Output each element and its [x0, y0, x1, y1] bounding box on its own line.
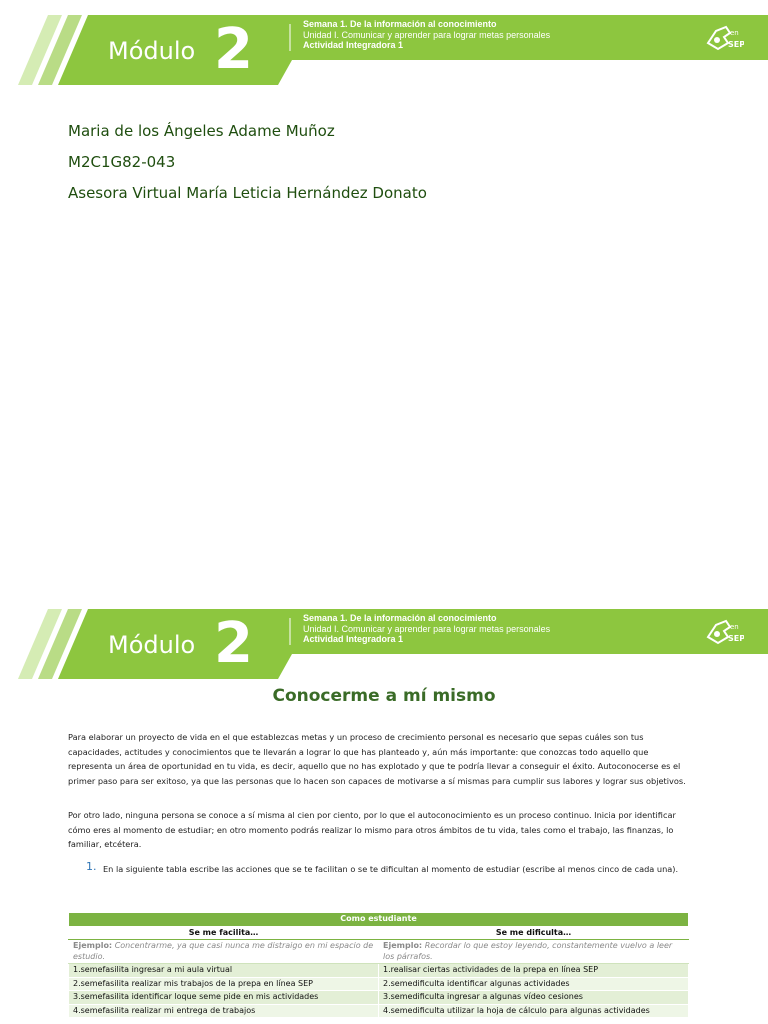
module-number: 2 [214, 17, 253, 82]
banner-info [303, 613, 550, 645]
svg-text:en: en [730, 623, 739, 631]
banner-info [303, 19, 550, 51]
instruction-text: En la siguiente tabla escribe las acciones que se te facilitan o se te dificultan al momento de estudiar (escribe al menos cinco de cada una). [103, 864, 679, 874]
prepa-en-linea-sep-logo-icon [706, 23, 744, 55]
intro-paragraph: Para elaborar un proyecto de vida en el que establezcas metas y un proceso de crecimiento personal es necesario que sepas cuáles son tus capacidades, actitudes y conocimientos que te llevarán a lograr lo que has planteado y, aún más importante: que conozcas todo aquello que representa un área de oportunidad en tu vida, es decir, aquello que no has explotado y que te podría llevar a conseguir el éxito. Autoconocerse es el primer paso para ser exitoso, ya que las personas que lo hacen son capaces de motivarse a sí mismas para cumplir sus labores y lograr sus objetivos. [68, 732, 686, 786]
module-banner [0, 15, 768, 85]
table-row [69, 1004, 689, 1018]
prepa-en-linea-sep-logo-icon [706, 617, 744, 649]
hard-cell[interactable]: 3.semedificulta ingresar a algunas vídeo cesiones [379, 991, 689, 1005]
example-easy-text: Concentrarme, ya que casi nunca me distraigo en mi espacio de estudio. [73, 941, 374, 961]
banner-week: Semana 1. De la información al conocimiento [303, 613, 497, 623]
table-title-row [69, 913, 689, 927]
banner-activity: Actividad Integradora 1 [303, 634, 404, 644]
example-hard-cell [379, 940, 689, 964]
hard-cell[interactable]: 4.semedificulta utilizar la hoja de cálculo para algunas actividades [379, 1004, 689, 1018]
example-hard-text: Recordar lo que estoy leyendo, constantemente vuelvo a leer los párrafos. [383, 941, 673, 961]
table-row [69, 991, 689, 1005]
instruction-number: 1. [86, 860, 97, 873]
svg-text:en: en [730, 29, 739, 37]
module-label: Módulo [108, 631, 196, 659]
student-info [68, 116, 427, 209]
example-row [69, 940, 689, 964]
student-group: M2C1G82-043 [68, 153, 176, 171]
banner-unit: Unidad I. Comunicar y aprender para lograr metas personales [303, 623, 551, 634]
example-label: Ejemplo: [73, 941, 113, 950]
table-header-row [69, 926, 689, 940]
column-header-easy: Se me facilita… [69, 926, 379, 940]
second-paragraph: Por otro lado, ninguna persona se conoce a sí misma al cien por ciento, por lo que el autoconocimiento es un proceso continuo. Inicia por identificar cómo eres al momento de estudiar; en otro momento podrás realizar lo mismo para otros ámbitos de tu vida, tales como el trabajo, las finanzas, lo familiar, etcétera. [68, 810, 676, 850]
hard-cell[interactable]: 2.semedificulta identificar algunas actividades [379, 977, 689, 991]
svg-text:SEP: SEP [728, 634, 744, 643]
table-row [69, 964, 689, 978]
easy-cell[interactable]: 1.semefasilita ingresar a mi aula virtual [69, 964, 379, 978]
table-row [69, 977, 689, 991]
module-label: Módulo [108, 37, 196, 65]
student-name: Maria de los Ángeles Adame Muñoz [68, 122, 335, 140]
study-table [68, 912, 689, 1018]
page-title: Conocerme a mí mismo [272, 686, 496, 706]
banner-activity: Actividad Integradora 1 [303, 40, 404, 50]
example-label: Ejemplo: [383, 941, 423, 950]
column-header-hard: Se me dificulta… [379, 926, 689, 940]
easy-cell[interactable]: 2.semefasilita realizar mis trabajos de la prepa en línea SEP [69, 977, 379, 991]
easy-cell[interactable]: 4.semefasilita realizar mi entrega de trabajos [69, 1004, 379, 1018]
example-easy-cell [69, 940, 379, 964]
module-banner-page-2 [0, 609, 768, 679]
hard-cell[interactable]: 1.realisar ciertas actividades de la prepa en línea SEP [379, 964, 689, 978]
advisor-name: Asesora Virtual María Leticia Hernández Donato [68, 184, 427, 202]
table-title: Como estudiante [69, 913, 689, 927]
banner-week: Semana 1. De la información al conocimiento [303, 19, 497, 29]
banner-unit: Unidad I. Comunicar y aprender para lograr metas personales [303, 29, 551, 40]
svg-text:SEP: SEP [728, 40, 744, 49]
module-number: 2 [214, 611, 253, 676]
easy-cell[interactable]: 3.semefasilita identificar loque seme pide en mis actividades [69, 991, 379, 1005]
